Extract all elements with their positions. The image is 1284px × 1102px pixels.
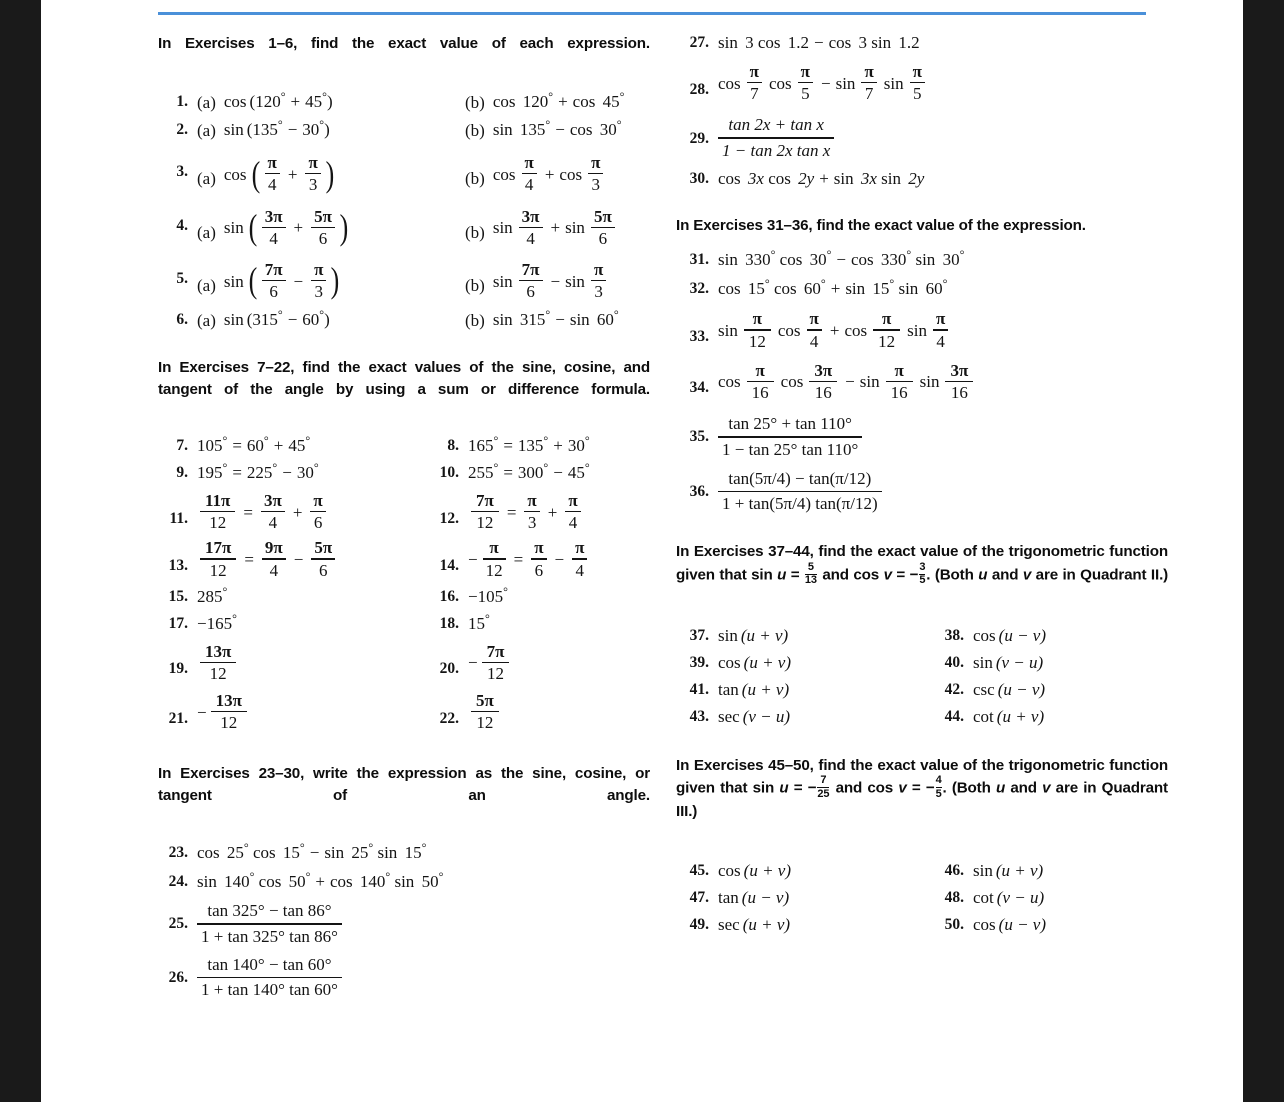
fraction-5-13: $\frac{5}{13}$ (804, 560, 817, 587)
exercise-row (158, 433, 650, 456)
exercise-row (676, 888, 1168, 908)
directions-exercises-37-44: In Exercises 37–44, find the exact value of the trigonometric function given that sin u = $\frac{5}{13}$ and cos v = − $\frac{3}{5}$ . (Both u and v are in Quadrant II.) (676, 543, 1169, 587)
exercise-number: 20. (439, 660, 459, 678)
fraction-4-5: $\frac{4}{5}$ (935, 774, 942, 800)
part-label-b: (b) (465, 276, 485, 296)
exercise-row (676, 276, 1168, 299)
exercise-list-1-6 (158, 89, 650, 331)
exercise-part-b (465, 117, 650, 141)
expression-37: sin (u + v) (718, 625, 789, 645)
exercise-cell (158, 492, 426, 533)
part-label-b: (b) (465, 93, 485, 113)
part-label-a: (a) (197, 276, 216, 296)
exercise-row (676, 915, 1168, 935)
expression-15: 285° (197, 584, 228, 606)
exercise-number: 22. (439, 709, 459, 727)
exercise-part-b (465, 257, 650, 302)
expression-50: cos (u − v) (973, 914, 1047, 934)
exercise-row (158, 692, 650, 733)
exercise-number: 14. (439, 557, 459, 574)
exercise-part-a (197, 89, 465, 113)
exercise-number: 35. (689, 428, 709, 446)
exercise-number: 9. (176, 463, 188, 481)
exercise-list-37-44 (676, 626, 1168, 727)
expression-36: $\frac{\tan(5\pi/4) - \tan(\pi/12)}{1 + \tan(5\pi/4) \tan(\pi/12)}$ (718, 468, 882, 515)
part-label-a: (a) (197, 311, 216, 331)
exercise-part-a (197, 150, 465, 195)
exercise-number: 5. (176, 269, 188, 287)
exercise-cell (931, 680, 1168, 700)
exercise-row (676, 861, 1168, 881)
expression-35: $\frac{\tan 25^\circ + \tan 110^\circ}{1 - \tan 25^\circ \tan 110^\circ}$ (718, 413, 862, 460)
expression-27: sin 3 cos 1.2 − cos 3 sin 1.2 (718, 33, 920, 52)
exercise-number: 49. (689, 915, 709, 933)
exercise-number: 36. (689, 482, 709, 500)
exercise-cell (426, 433, 650, 456)
exercise-cell (931, 861, 1168, 881)
exercise-number: 37. (689, 626, 709, 644)
exercise-row (158, 460, 650, 483)
exercise-number: 30. (689, 169, 709, 187)
directions-exercises-7-22: In Exercises 7–22, find the exact values of the sine, cosine, and tangent of the angle by using a sum or difference formula. (158, 359, 650, 398)
expression-6a: sin (315° − 60°) (223, 307, 330, 330)
expression-13: $\frac{17\pi}{12}$ = $\frac{9\pi}{4}$ − $\frac{5\pi}{6}$ (197, 539, 338, 580)
expression-42: csc (u − v) (973, 679, 1046, 699)
exercise-number: 48. (944, 888, 964, 906)
exercise-cell (158, 584, 426, 607)
expression-41: tan (u + v) (718, 679, 790, 699)
exercise-number: 26. (168, 968, 188, 986)
textbook-page (41, 0, 1243, 1102)
exercise-cell (931, 888, 1168, 908)
exercise-number: 7. (176, 436, 188, 454)
exercise-number: 34. (689, 379, 709, 397)
expression-18: 15° (468, 611, 490, 633)
expression-19: $\frac{13\pi}{12}$ (197, 643, 239, 684)
directions-exercises-31-36: In Exercises 31–36, find the exact value of the expression. (676, 216, 1086, 234)
expression-4a: sin ( $\frac{3\pi}{4}$ + $\frac{5\pi}{6}$ ) (223, 206, 349, 248)
exercise-row (676, 247, 1168, 270)
expression-5b: sin $\frac{7\pi}{6}$ − sin $\frac{\pi}{3}$ (493, 257, 609, 302)
exercise-number: 16. (439, 587, 459, 605)
exercise-cell (426, 692, 650, 733)
exercise-row (676, 114, 1168, 161)
exercise-part-b (465, 307, 650, 331)
exercise-cell (426, 584, 650, 607)
part-label-a: (a) (197, 222, 216, 242)
exercise-row (158, 643, 650, 684)
exercise-number: 40. (944, 653, 964, 671)
exercise-number: 8. (447, 436, 459, 454)
exercise-cell (158, 692, 426, 733)
part-label-b: (b) (465, 311, 485, 331)
exercise-cell (931, 915, 1168, 935)
part-label-a: (a) (197, 121, 216, 141)
exercise-number: 38. (944, 626, 964, 644)
exercise-cell (158, 460, 426, 483)
exercise-number: 33. (689, 328, 709, 346)
exercise-number: 47. (689, 888, 709, 906)
expression-2b: sin 135° − cos 30° (492, 117, 622, 140)
exercise-cell (676, 707, 931, 727)
expression-12: $\frac{7\pi}{12}$ = $\frac{\pi}{3}$ + $\frac{\pi}{4}$ (468, 492, 584, 533)
exercise-part-b (465, 89, 650, 113)
exercise-number: 24. (168, 873, 188, 891)
expression-48: cot (v − u) (973, 887, 1045, 907)
exercise-row (158, 307, 650, 331)
exercise-cell (931, 653, 1168, 673)
expression-23: cos 25° cos 15° − sin 25° sin 15° (197, 840, 427, 863)
exercise-row (158, 954, 650, 1001)
exercise-cell (158, 539, 426, 580)
exercise-row (158, 539, 650, 580)
exercise-number: 39. (689, 653, 709, 671)
expression-22: $\frac{5\pi}{12}$ (468, 692, 502, 733)
expression-26: $\frac{\tan 140^\circ - \tan 60^\circ}{1 + \tan 140^\circ \tan 60^\circ}$ (197, 954, 342, 1001)
expression-16: −105° (468, 584, 508, 606)
expression-21: − $\frac{13\pi}{12}$ (197, 692, 250, 733)
exercise-list-23-30 (158, 840, 650, 1001)
exercise-list-31-36 (676, 247, 1168, 515)
expression-8: 165° = 135° + 30° (468, 433, 590, 455)
expression-40: sin (v − u) (973, 652, 1044, 672)
exercise-cell (158, 611, 426, 634)
exercise-number: 15. (168, 587, 188, 605)
exercise-number: 19. (168, 660, 188, 678)
left-column (158, 33, 650, 1001)
expression-1b: cos 120° + cos 45° (492, 89, 625, 112)
expression-44: cot (u + v) (973, 706, 1045, 726)
exercise-row (158, 89, 650, 113)
expression-3b: cos $\frac{\pi}{4}$ + cos $\frac{\pi}{3}$ (493, 150, 607, 195)
exercise-part-a (197, 307, 465, 331)
exercise-cell (426, 539, 650, 580)
exercise-cell (676, 861, 931, 881)
expression-9: 195° = 225° − 30° (197, 460, 319, 482)
expression-10: 255° = 300° − 45° (468, 460, 590, 482)
exercise-row (158, 900, 650, 947)
expression-43: sec (v − u) (718, 706, 791, 726)
exercise-number: 50. (944, 915, 964, 933)
exercise-row (158, 869, 650, 892)
exercise-number: 6. (176, 311, 188, 329)
exercise-row (158, 204, 650, 249)
exercise-row (158, 611, 650, 634)
expression-14: − $\frac{\pi}{12}$ = $\frac{\pi}{6}$ − $\frac{\pi}{4}$ (468, 539, 590, 580)
expression-6b: sin 315° − sin 60° (492, 307, 619, 330)
exercise-number: 3. (176, 163, 188, 181)
exercise-cell (158, 433, 426, 456)
exercise-number: 27. (689, 34, 709, 51)
expression-33: sin $\frac{\pi}{12}$ cos $\frac{\pi}{4}$ + cos $\frac{\pi}{12}$ sin $\frac{\pi}{4}$ (718, 310, 1168, 351)
exercise-row (676, 653, 1168, 673)
exercise-row (158, 257, 650, 302)
exercise-number: 23. (168, 844, 188, 862)
expression-20: − $\frac{7\pi}{12}$ (468, 643, 512, 684)
exercise-row (158, 492, 650, 533)
exercise-number: 45. (689, 861, 709, 879)
exercise-cell (426, 643, 650, 684)
exercise-row (676, 362, 1168, 403)
exercise-row (158, 150, 650, 195)
exercise-row (158, 840, 650, 863)
part-label-b: (b) (465, 222, 485, 242)
expression-24: sin 140° cos 50° + cos 140° sin 50° (197, 869, 444, 892)
expression-38: cos (u − v) (973, 625, 1047, 645)
exercise-number: 46. (944, 861, 964, 879)
directions-text: In Exercises 45–50, find the exact value of the trigonometric function given that sin (676, 756, 1168, 797)
exercise-number: 31. (689, 251, 709, 269)
exercise-row (158, 117, 650, 141)
exercise-number: 29. (689, 129, 709, 147)
exercise-cell (426, 611, 650, 634)
exercise-cell (158, 643, 426, 684)
fraction-7-25: $\frac{7}{25}$ (817, 774, 830, 800)
expression-2a: sin (135° − 30°) (223, 117, 330, 140)
expression-7: 105° = 60° + 45° (197, 433, 311, 455)
exercise-list-45-50 (676, 861, 1168, 935)
right-column (676, 33, 1168, 1001)
exercise-number: 12. (439, 509, 459, 527)
exercise-number: 44. (944, 707, 964, 725)
exercise-part-a (197, 204, 465, 249)
exercise-cell (426, 460, 650, 483)
exercise-row (676, 413, 1168, 460)
part-label-a: (a) (197, 169, 216, 189)
expression-29: $\frac{\text{tan 2x + tan x}}{\text{1 − tan 2x tan x}}$ (718, 114, 834, 161)
fraction-3-5: $\frac{3}{5}$ (919, 560, 926, 587)
exercise-cell (931, 626, 1168, 646)
exercise-cell (931, 707, 1168, 727)
expression-17: −165° (197, 611, 237, 633)
exercise-row (676, 707, 1168, 727)
expression-47: tan (u − v) (718, 887, 790, 907)
exercise-part-b (465, 204, 650, 249)
exercise-number: 4. (176, 216, 188, 234)
exercise-list-27-30 (676, 33, 1168, 189)
exercise-number: 42. (944, 680, 964, 698)
exercise-part-b (465, 150, 650, 195)
part-label-b: (b) (465, 169, 485, 189)
exercise-part-a (197, 257, 465, 302)
expression-45: cos (u + v) (718, 860, 792, 880)
exercise-cell (676, 653, 931, 673)
directions-exercises-1-6: In Exercises 1–6, find the exact value of each expression. (158, 35, 650, 52)
directions-text: In Exercises 37–44, find the exact value of the trigonometric function given that sin (676, 543, 1168, 584)
exercise-number: 1. (176, 93, 188, 111)
exercise-number: 10. (439, 463, 459, 481)
expression-34: cos $\frac{\pi}{16}$ cos $\frac{3\pi}{16}$ − sin $\frac{\pi}{16}$ sin $\frac{3\pi}{16}$ (718, 362, 1168, 403)
exercise-row (676, 626, 1168, 646)
expression-4b: sin $\frac{3\pi}{4}$ + sin $\frac{5\pi}{6}$ (493, 204, 618, 249)
exercise-row (676, 468, 1168, 515)
exercise-row (158, 584, 650, 607)
expression-1a: cos (120° + 45°) (223, 89, 333, 112)
exercise-cell (676, 680, 931, 700)
exercise-number: 11. (169, 509, 188, 527)
part-label-b: (b) (465, 121, 485, 141)
exercise-number: 2. (176, 121, 188, 139)
exercise-cell (426, 492, 650, 533)
exercise-number: 18. (439, 614, 459, 632)
exercise-number: 28. (689, 80, 709, 98)
exercise-cell (676, 915, 931, 935)
exercise-number: 43. (689, 707, 709, 725)
expression-28: cos $\frac{\pi}{7}$ cos $\frac{\pi}{5}$ − sin $\frac{\pi}{7}$ sin $\frac{\pi}{5}$ (718, 63, 1168, 104)
exercise-number: 17. (168, 614, 188, 632)
expression-31: sin 330° cos 30° − cos 330° sin 30° (718, 247, 965, 270)
part-label-a: (a) (197, 93, 216, 113)
expression-39: cos (u + v) (718, 652, 792, 672)
expression-25: $\frac{\tan 325^\circ - \tan 86^\circ}{1 + \tan 325^\circ \tan 86^\circ}$ (197, 900, 342, 947)
directions-exercises-23-30: In Exercises 23–30, write the expression as the sine, cosine, or tangent of an angle. (158, 765, 650, 804)
expression-3a: cos ( $\frac{\pi}{4}$ + $\frac{\pi}{3}$ ) (223, 153, 335, 195)
expression-11: $\frac{11\pi}{12}$ = $\frac{3\pi}{4}$ + $\frac{\pi}{6}$ (197, 492, 329, 533)
expression-49: sec (u + v) (718, 914, 791, 934)
expression-32: cos 15° cos 60° + sin 15° sin 60° (718, 276, 948, 299)
expression-46: sin (u + v) (973, 860, 1044, 880)
exercise-list-7-22 (158, 433, 650, 733)
exercise-row (676, 310, 1168, 351)
exercise-part-a (197, 117, 465, 141)
exercise-row (676, 169, 1168, 189)
directions-exercises-45-50: In Exercises 45–50, find the exact value of the trigonometric function given that sin u = − $\frac{7}{25}$ and cos v = − $\frac{4}{5}$ . (Both u and v are in Quadrant III.) (676, 756, 1168, 821)
exercise-number: 41. (689, 680, 709, 698)
exercise-row (676, 63, 1168, 104)
header-rule (158, 12, 1146, 15)
exercise-number: 13. (168, 557, 188, 574)
exercise-number: 32. (689, 280, 709, 298)
exercise-row (676, 680, 1168, 700)
exercise-cell (676, 626, 931, 646)
exercise-number: 21. (168, 709, 188, 727)
expression-30: cos 3x cos 2y + sin 3x sin 2y (718, 168, 925, 188)
exercise-cell (676, 888, 931, 908)
exercise-number: 25. (168, 915, 188, 933)
two-column-layout (158, 33, 1168, 1001)
expression-5a: sin ( $\frac{7\pi}{6}$ − $\frac{\pi}{3}$ ) (223, 259, 340, 302)
exercise-row (676, 33, 1168, 53)
